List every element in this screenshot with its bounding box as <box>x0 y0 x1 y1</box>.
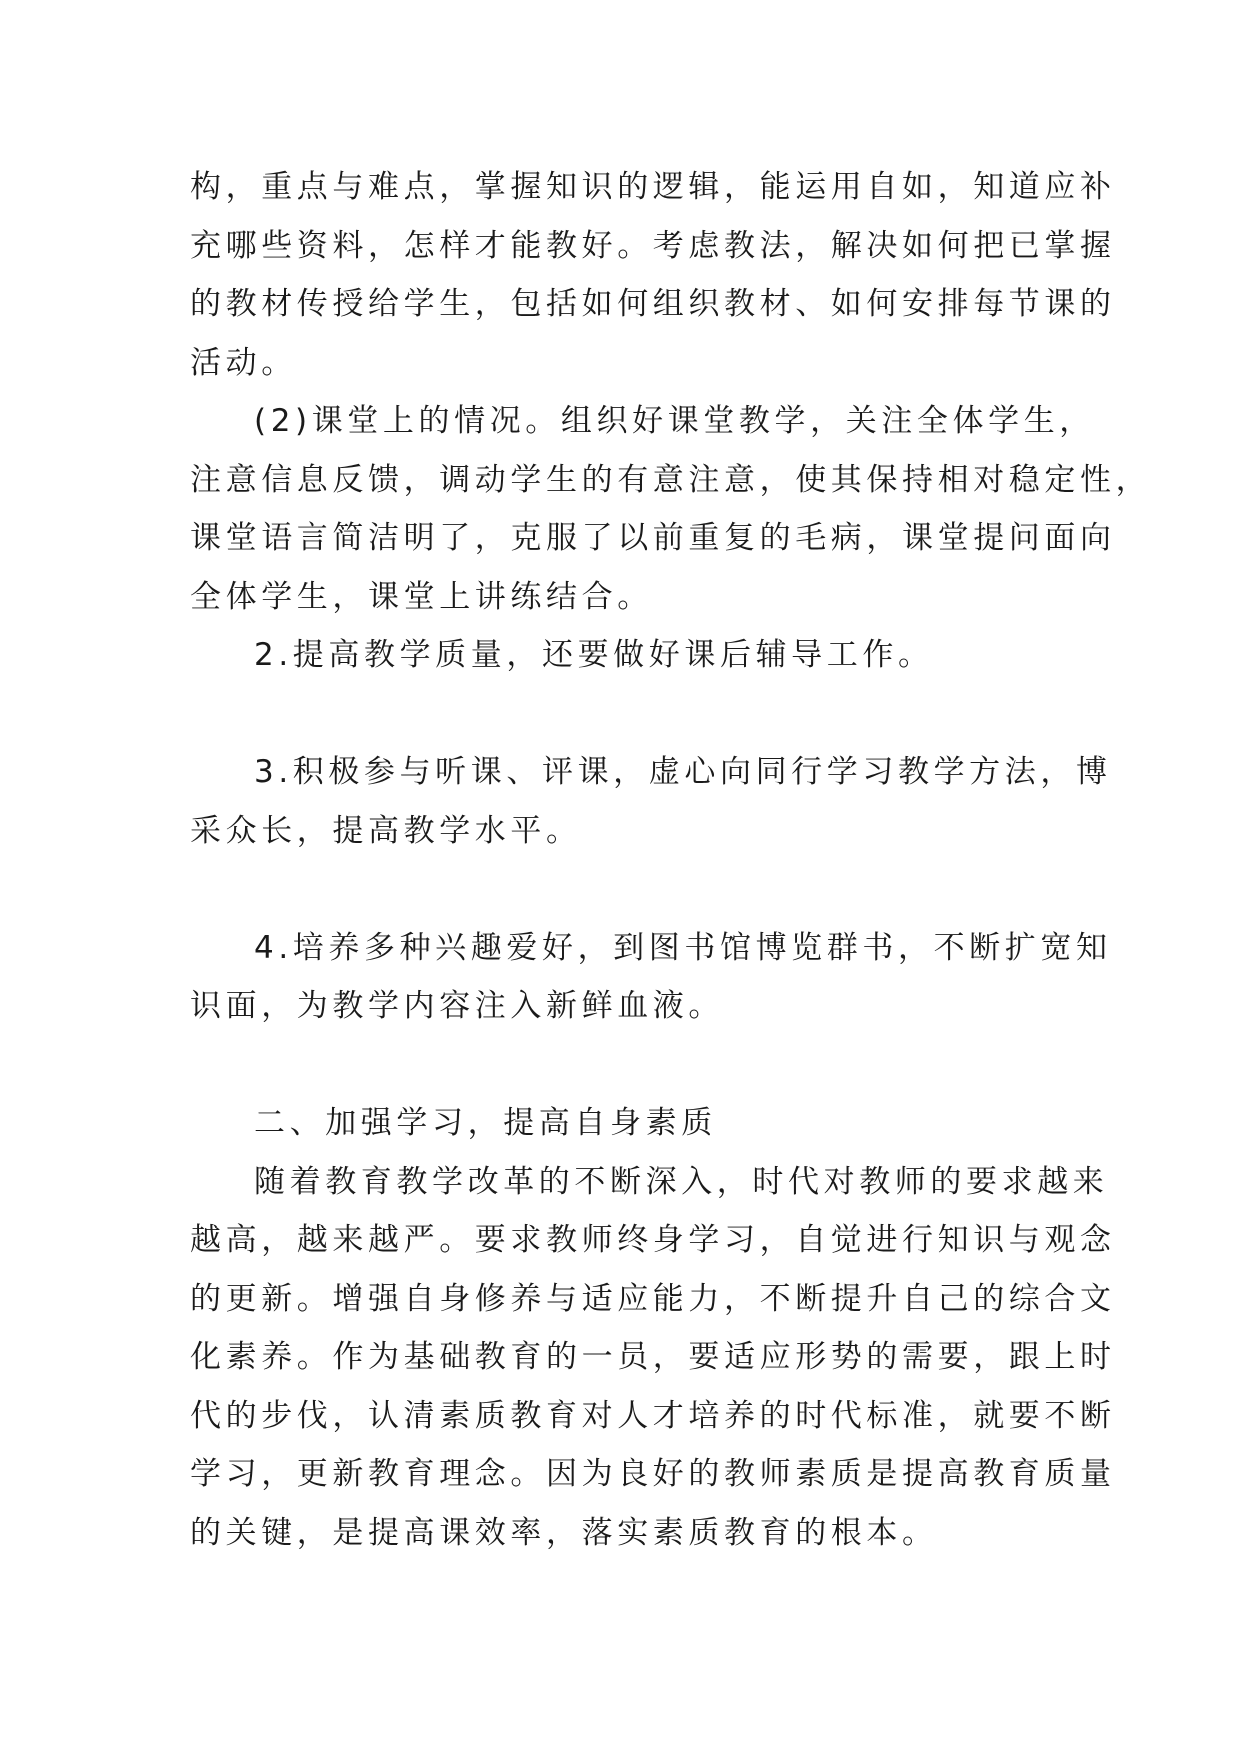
text-line: 的更新。增强自身修养与适应能力，不断提升自己的综合文 <box>190 1280 1116 1317</box>
text-line: 化素养。作为基础教育的一员，要适应形势的需要，跟上时 <box>190 1339 1116 1375</box>
text-line: (2)课堂上的情况。组织好课堂教学，关注全体学生， <box>254 403 1095 439</box>
document-body <box>190 158 1152 1562</box>
text-line: 的教材传授给学生，包括如何组织教材、如何安排每节课的 <box>190 286 1116 322</box>
text-line: 3.积极参与听课、评课，虚心向同行学习教学方法，博 <box>254 754 1112 790</box>
text-line: 4.培养多种兴趣爱好，到图书馆博览群书，不断扩宽知 <box>254 929 1112 966</box>
text-line: 随着教育教学改革的不断深入，时代对教师的要求越来 <box>254 1163 1109 1200</box>
text-line: 全体学生，课堂上讲练结合。 <box>190 578 653 615</box>
text-line: 注意信息反馈，调动学生的有意注意，使其保持相对稳定性， <box>190 461 1152 498</box>
text-line: 采众长，提高教学水平。 <box>190 812 582 849</box>
text-line: 代的步伐，认清素质教育对人才培养的时代标准，就要不断 <box>190 1397 1116 1434</box>
text-line: 充哪些资料，怎样才能教好。考虑教法，解决如何把已掌握 <box>190 227 1116 264</box>
text-line: 的关键，是提高课效率，落实素质教育的根本。 <box>190 1514 938 1551</box>
text-line: 构，重点与难点，掌握知识的逻辑，能运用自如，知道应补 <box>190 169 1116 205</box>
text-line: 越高，越来越严。要求教师终身学习，自觉进行知识与观念 <box>190 1222 1116 1258</box>
text-line: 课堂语言简洁明了，克服了以前重复的毛病，课堂提问面向 <box>190 520 1116 556</box>
text-line: 活动。 <box>190 344 297 381</box>
text-line: 识面，为教学内容注入新鲜血液。 <box>190 988 724 1024</box>
text-line: 学习，更新教育理念。因为良好的教师素质是提高教育质量 <box>190 1456 1116 1492</box>
section-heading: 二、加强学习，提高自身素质 <box>254 1105 717 1141</box>
text-line: 2.提高教学质量，还要做好课后辅导工作。 <box>254 637 934 673</box>
